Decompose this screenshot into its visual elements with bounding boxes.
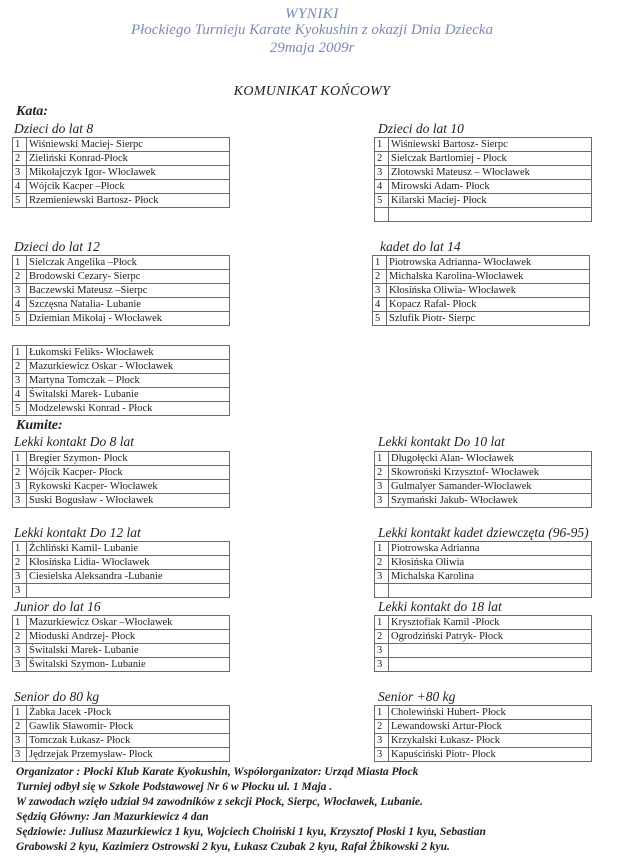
competitor-name: Żabka Jacek -Płock <box>27 706 230 720</box>
table-row <box>375 208 592 222</box>
table-row <box>375 584 592 598</box>
competitor-name: Świtalski Marek- Lubanie <box>27 644 230 658</box>
competitor-name: Kapuściński Piotr- Płock <box>389 748 592 762</box>
table-row <box>13 616 230 630</box>
table-row <box>13 388 230 402</box>
place-number: 2 <box>13 556 27 570</box>
competitor-name: Sielczak Bartlomiej - Płock <box>389 152 592 166</box>
competitor-name: Łukomski Feliks- Włocławek <box>27 346 230 360</box>
tournament-date: 29maja 2009r <box>269 40 355 56</box>
competitor-name: Świtalski Szymon- Lubanie <box>27 658 230 672</box>
place-number: 1 <box>375 706 389 720</box>
competitor-name: Modzelewski Konrad - Płock <box>27 402 230 416</box>
results-table-k4 <box>372 255 590 326</box>
competitor-name: Kilarski Maciej- Płock <box>389 194 592 208</box>
competitor-name: Skowroński Krzysztof- Włocławek <box>389 466 592 480</box>
table-row <box>13 346 230 360</box>
results-table-m8 <box>374 705 592 762</box>
place-number: 3 <box>13 748 27 762</box>
competitor-name: Brodowski Cezary- Sierpc <box>27 270 230 284</box>
place-number: 5 <box>13 194 27 208</box>
table-row <box>13 542 230 556</box>
competitor-name: Kłosińska Oliwia- Włocławek <box>387 284 590 298</box>
place-number: 3 <box>375 658 389 672</box>
footer-judges-cont: Grabowski 2 kyu, Kazimierz Ostrowski 2 kyu, Łukasz Czubak 2 kyu, Rafał Żbikowski 2 kyu. <box>16 841 450 853</box>
competitor-name: Szczęsna Natalia- Lubanie <box>27 298 230 312</box>
results-table-m7 <box>12 705 230 762</box>
place-number: 2 <box>373 270 387 284</box>
table-row <box>13 298 230 312</box>
footer-judges: Sędziowie: Juliusz Mazurkiewicz 1 kyu, Wojciech Choiński 1 kyu, Krzysztof Płoski 1 kyu, Sebastian <box>16 826 486 838</box>
footer-venue: Turniej odbył się w Szkole Podstawowej Nr 6 w Płocku ul. 1 Maja . <box>16 781 333 793</box>
competitor-name: Piotrowska Adrianna- Włocławek <box>387 256 590 270</box>
place-number: 3 <box>13 166 27 180</box>
competitor-name <box>27 584 230 598</box>
place-number: 1 <box>375 542 389 556</box>
results-table-k1 <box>12 137 230 208</box>
competitor-name: Jędrzejak Przemysław- Płock <box>27 748 230 762</box>
category-title-k2: Dzieci do lat 10 <box>378 121 464 136</box>
category-title-k4: kadet do lat 14 <box>380 239 461 254</box>
competitor-name: Piotrowska Adrianna <box>389 542 592 556</box>
table-row <box>13 270 230 284</box>
results-table-m3 <box>12 541 230 598</box>
table-row <box>375 556 592 570</box>
table-row <box>13 152 230 166</box>
table-row <box>13 180 230 194</box>
place-number: 3 <box>375 570 389 584</box>
section-kata: Kata: <box>16 104 48 119</box>
footer-participants: W zawodach wzięło udział 94 zawodników z sekcji Płock, Sierpc, Włocławek, Lubanie. <box>16 796 423 808</box>
place-number: 1 <box>13 256 27 270</box>
competitor-name: Kopacz Rafał- Płock <box>387 298 590 312</box>
competitor-name: Mikołajczyk Igor- Włocławek <box>27 166 230 180</box>
category-title-m4: Lekki kontakt kadet dziewczęta (96-95) <box>378 525 589 540</box>
competitor-name: Zieliński Konrad-Płock <box>27 152 230 166</box>
competitor-name: Wiśniewski Bartosz- Sierpc <box>389 138 592 152</box>
place-number: 2 <box>13 630 27 644</box>
table-row <box>375 706 592 720</box>
place-number: 4 <box>13 180 27 194</box>
competitor-name: Sielczak Angelika –Płock <box>27 256 230 270</box>
place-number: 3 <box>375 644 389 658</box>
competitor-name: Ogrodziński Patryk- Płock <box>389 630 592 644</box>
results-table-m2 <box>374 451 592 508</box>
table-row <box>375 720 592 734</box>
category-title-m6: Lekki kontakt do 18 lat <box>378 599 502 614</box>
place-number: 2 <box>375 556 389 570</box>
table-row <box>375 480 592 494</box>
table-row <box>375 542 592 556</box>
table-row <box>13 584 230 598</box>
table-row <box>13 312 230 326</box>
competitor-name: Mazurkiewicz Oskar - Włocławek <box>27 360 230 374</box>
table-row <box>13 166 230 180</box>
competitor-name: Suski Bogusław - Włocławek <box>27 494 230 508</box>
competitor-name: Złotowski Mateusz – Włocławek <box>389 166 592 180</box>
competitor-name: Ciesielska Aleksandra -Lubanie <box>27 570 230 584</box>
footer-chief-judge: Sędzią Główny: Jan Mazurkiewicz 4 dan <box>16 811 209 823</box>
place-number: 2 <box>13 152 27 166</box>
competitor-name: Martyna Tomczak – Płock <box>27 374 230 388</box>
table-row <box>13 284 230 298</box>
place-number: 1 <box>13 346 27 360</box>
place-number: 3 <box>375 748 389 762</box>
competitor-name <box>389 644 592 658</box>
competitor-name: Tomczak Łukasz- Płock <box>27 734 230 748</box>
table-row <box>373 256 590 270</box>
table-row <box>373 270 590 284</box>
place-number: 3 <box>13 374 27 388</box>
place-number: 4 <box>13 388 27 402</box>
category-title-m3: Lekki kontakt Do 12 lat <box>14 525 141 540</box>
table-row <box>13 658 230 672</box>
table-row <box>13 720 230 734</box>
table-row <box>375 194 592 208</box>
place-number: 3 <box>375 734 389 748</box>
competitor-name: Szymański Jakub- Włocławek <box>389 494 592 508</box>
table-row <box>13 706 230 720</box>
table-row <box>13 374 230 388</box>
place-number: 1 <box>375 138 389 152</box>
results-table-k2 <box>374 137 592 222</box>
doc-title: WYNIKI <box>285 6 339 22</box>
table-row <box>375 452 592 466</box>
place-number: 3 <box>375 480 389 494</box>
competitor-name: Szlufik Piotr- Sierpc <box>387 312 590 326</box>
competitor-name <box>389 658 592 672</box>
table-row <box>13 138 230 152</box>
table-row <box>375 630 592 644</box>
competitor-name: Wójcik Kacper- Płock <box>27 466 230 480</box>
place-number: 2 <box>375 466 389 480</box>
table-row <box>13 480 230 494</box>
category-title-m1: Lekki kontakt Do 8 lat <box>14 434 134 449</box>
table-row <box>375 570 592 584</box>
table-row <box>13 256 230 270</box>
table-row <box>375 466 592 480</box>
competitor-name: Mirowski Adam- Płock <box>389 180 592 194</box>
table-row <box>375 166 592 180</box>
footer-organizer: Organizator : Płocki Klub Karate Kyokushin, Współorganizator: Urząd Miasta Płock <box>16 766 419 778</box>
competitor-name: Wiśniewski Maciej- Sierpc <box>27 138 230 152</box>
competitor-name <box>389 584 592 598</box>
competitor-name: Cholewiński Hubert- Płock <box>389 706 592 720</box>
table-row <box>13 644 230 658</box>
place-number <box>375 584 389 598</box>
place-number: 5 <box>373 312 387 326</box>
competitor-name: Kłosińska Lidia- Włocławek <box>27 556 230 570</box>
table-row <box>375 494 592 508</box>
place-number: 3 <box>375 494 389 508</box>
competitor-name: Mioduski Andrzej- Płock <box>27 630 230 644</box>
competitor-name: Michalska Karolina-Włocławek <box>387 270 590 284</box>
table-row <box>375 748 592 762</box>
place-number: 1 <box>13 452 27 466</box>
competitor-name: Żchliński Kamil- Lubanie <box>27 542 230 556</box>
competitor-name: Krzykalski Łukasz- Płock <box>389 734 592 748</box>
competitor-name: Gulmalyer Samander-Włocławek <box>389 480 592 494</box>
competitor-name: Długołęcki Alan- Włocławek <box>389 452 592 466</box>
place-number: 4 <box>375 180 389 194</box>
place-number: 2 <box>13 270 27 284</box>
place-number: 2 <box>13 360 27 374</box>
table-row <box>375 616 592 630</box>
results-table-k3 <box>12 255 230 326</box>
category-title-m2: Lekki kontakt Do 10 lat <box>378 434 505 449</box>
results-table-m1 <box>12 451 230 508</box>
place-number: 3 <box>13 584 27 598</box>
competitor-name: Lewandowski Artur-Płock <box>389 720 592 734</box>
place-number: 2 <box>375 720 389 734</box>
competitor-name: Rzemieniewski Bartosz- Płock <box>27 194 230 208</box>
category-title-k1: Dzieci do lat 8 <box>14 121 94 136</box>
section-kumite: Kumite: <box>16 418 63 433</box>
table-row <box>13 734 230 748</box>
place-number: 2 <box>375 630 389 644</box>
place-number: 1 <box>375 616 389 630</box>
table-row <box>375 138 592 152</box>
place-number: 2 <box>13 466 27 480</box>
competitor-name: Baczewski Mateusz –Sierpc <box>27 284 230 298</box>
place-number: 3 <box>13 734 27 748</box>
table-row <box>13 556 230 570</box>
table-row <box>375 658 592 672</box>
table-row <box>375 152 592 166</box>
category-title-k3: Dzieci do lat 12 <box>14 239 100 254</box>
place-number: 3 <box>13 570 27 584</box>
competitor-name: Rykowski Kacper- Włocławek <box>27 480 230 494</box>
place-number: 3 <box>375 166 389 180</box>
place-number: 3 <box>13 494 27 508</box>
table-row <box>375 180 592 194</box>
table-row <box>375 734 592 748</box>
place-number <box>375 208 389 222</box>
results-table-m5 <box>12 615 230 672</box>
place-number: 3 <box>13 658 27 672</box>
place-number: 1 <box>375 452 389 466</box>
table-row <box>13 452 230 466</box>
competitor-name: Wójcik Kacper –Płock <box>27 180 230 194</box>
place-number: 2 <box>13 720 27 734</box>
tournament-name: Płockiego Turnieju Karate Kyokushin z okazji Dnia Dziecka <box>130 22 494 38</box>
results-table-k5 <box>12 345 230 416</box>
competitor-name: Dziemian Mikołaj - Włocławek <box>27 312 230 326</box>
place-number: 3 <box>13 644 27 658</box>
table-row <box>373 312 590 326</box>
place-number: 2 <box>375 152 389 166</box>
competitor-name: Mazurkiewicz Oskar –Włocławek <box>27 616 230 630</box>
table-row <box>373 298 590 312</box>
place-number: 3 <box>13 284 27 298</box>
table-row <box>13 630 230 644</box>
competitor-name: Świtalski Marek- Lubanie <box>27 388 230 402</box>
place-number: 3 <box>373 284 387 298</box>
category-title-m7: Senior do 80 kg <box>14 689 100 704</box>
table-row <box>373 284 590 298</box>
table-row <box>13 494 230 508</box>
results-table-m6 <box>374 615 592 672</box>
place-number: 5 <box>375 194 389 208</box>
results-table-m4 <box>374 541 592 598</box>
place-number: 1 <box>373 256 387 270</box>
place-number: 1 <box>13 706 27 720</box>
category-title-m8: Senior +80 kg <box>378 689 456 704</box>
place-number: 4 <box>13 298 27 312</box>
table-row <box>13 748 230 762</box>
table-row <box>13 402 230 416</box>
competitor-name: Gawlik Sławomir- Płock <box>27 720 230 734</box>
competitor-name: Bregier Szymon- Płock <box>27 452 230 466</box>
competitor-name: Michalska Karolina <box>389 570 592 584</box>
table-row <box>13 570 230 584</box>
place-number: 1 <box>13 138 27 152</box>
place-number: 4 <box>373 298 387 312</box>
place-number: 5 <box>13 402 27 416</box>
table-row <box>13 466 230 480</box>
table-row <box>13 194 230 208</box>
category-title-m5: Junior do lat 16 <box>14 599 101 614</box>
table-row <box>13 360 230 374</box>
competitor-name: Kłosińska Oliwia <box>389 556 592 570</box>
place-number: 3 <box>13 480 27 494</box>
place-number: 1 <box>13 616 27 630</box>
place-number: 5 <box>13 312 27 326</box>
competitor-name: Krysztofiak Kamil -Płock <box>389 616 592 630</box>
place-number: 1 <box>13 542 27 556</box>
competitor-name <box>389 208 592 222</box>
komunikat-heading: KOMUNIKAT KOŃCOWY <box>233 84 391 99</box>
table-row <box>375 644 592 658</box>
